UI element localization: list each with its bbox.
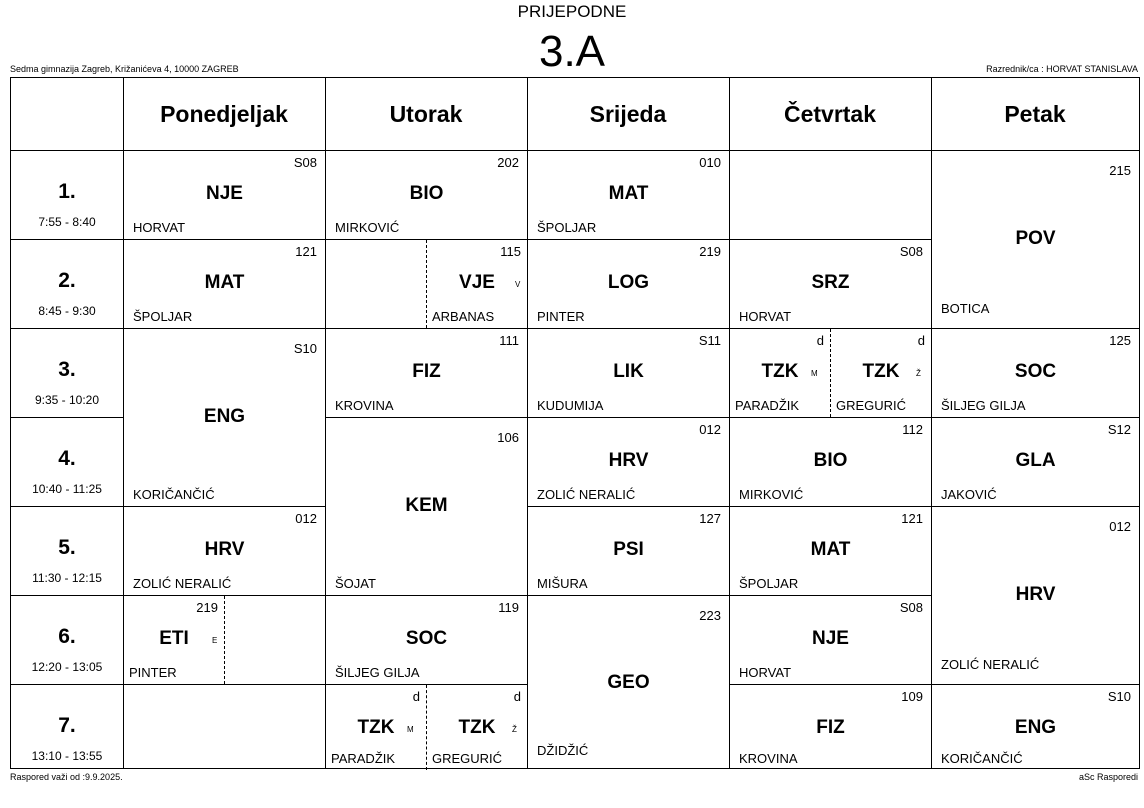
lesson-teacher: ŠOJAT: [335, 576, 376, 591]
period-time: 7:55 - 8:40: [38, 215, 96, 229]
lesson-cell: [528, 595, 729, 770]
lesson-teacher: HORVAT: [133, 220, 186, 235]
lesson-cell: [326, 417, 527, 595]
lesson-subject: POV: [1015, 228, 1056, 249]
lesson-subject: ETI: [159, 628, 189, 649]
lesson-cell: [528, 328, 729, 417]
lesson-subject: HRV: [608, 450, 649, 471]
lesson-subject: FIZ: [816, 717, 845, 738]
group-letter: Ž: [512, 725, 517, 734]
lesson-room: 121: [901, 511, 923, 526]
lesson-cell: [528, 150, 729, 239]
period-number: 5.: [58, 536, 76, 559]
lesson-room: 111: [499, 333, 519, 348]
class-teacher: Razrednik/ca : HORVAT STANISLAVA: [986, 64, 1138, 74]
shift-label: PRIJEPODNE: [517, 2, 627, 21]
lesson-room: 112: [902, 422, 923, 437]
row-divider: [11, 506, 123, 507]
valid-from-note: Raspored važi od :9.9.2025.: [10, 772, 123, 782]
lesson-teacher: MIRKOVIĆ: [739, 487, 804, 502]
lesson-room: S08: [293, 155, 317, 170]
lesson-cell: [730, 328, 931, 417]
lesson-subject: TZK: [458, 717, 496, 738]
row-divider: [11, 328, 123, 329]
lesson-room: d: [412, 689, 420, 704]
lesson-subject: HRV: [204, 539, 245, 560]
lesson-cell: [932, 684, 1139, 770]
period-number: 6.: [58, 625, 76, 648]
group-letter: V: [515, 280, 521, 289]
lesson-cell: [932, 506, 1139, 684]
lesson-group: [326, 685, 427, 770]
lesson-room: 115: [500, 244, 521, 259]
period-number: 3.: [58, 358, 76, 381]
period-time: 11:30 - 12:15: [32, 571, 102, 585]
lesson-room: d: [917, 333, 925, 348]
lesson-room: 106: [497, 430, 519, 445]
lesson-cell: [124, 328, 325, 506]
lesson-group: [427, 240, 527, 328]
lesson-teacher: KORIČANČIĆ: [133, 487, 215, 502]
lesson-subject: KEM: [405, 495, 448, 516]
lesson-teacher: ARBANAS: [432, 309, 495, 324]
lesson-teacher: ZOLIĆ NERALIĆ: [133, 576, 232, 591]
lesson-room: S12: [1107, 422, 1131, 437]
lesson-subject: MAT: [204, 272, 245, 293]
lesson-subject: PSI: [613, 539, 644, 560]
lesson-teacher: KROVINA: [739, 751, 798, 766]
row-divider: [11, 417, 123, 418]
day-header-monday: Ponedjeljak: [160, 101, 288, 127]
lesson-room: 125: [1109, 333, 1131, 348]
lesson-room: 127: [699, 511, 721, 526]
lesson-teacher: KUDUMIJA: [537, 398, 604, 413]
empty-cell: [124, 684, 325, 770]
lesson-room: 121: [295, 244, 317, 259]
lesson-cell: [124, 506, 325, 595]
lesson-subject: BIO: [409, 183, 444, 204]
period-time: 12:20 - 13:05: [31, 660, 103, 674]
period-number: 7.: [58, 714, 76, 737]
lesson-cell: [528, 417, 729, 506]
lesson-room: 219: [699, 244, 721, 259]
lesson-subject: HRV: [1015, 584, 1056, 605]
lesson-room: 012: [699, 422, 721, 437]
lesson-cell: [932, 328, 1139, 417]
lesson-subject: BIO: [813, 450, 848, 471]
class-title: 3.A: [538, 27, 606, 76]
period-time: 9:35 - 10:20: [34, 393, 100, 407]
lesson-cell: [326, 684, 527, 770]
lesson-subject: ENG: [1014, 717, 1057, 738]
row-divider: [11, 595, 123, 596]
period-time: 8:45 - 9:30: [38, 304, 96, 318]
lesson-subject: GEO: [607, 672, 650, 693]
lesson-teacher: PINTER: [537, 309, 585, 324]
lesson-room: 219: [196, 600, 218, 615]
lesson-teacher: BOTICA: [941, 301, 990, 316]
period-time: 13:10 - 13:55: [31, 749, 103, 763]
lesson-room: 215: [1109, 163, 1131, 178]
group-letter: M: [407, 725, 414, 734]
lesson-subject: VJE: [459, 272, 495, 293]
empty-cell: [730, 150, 931, 239]
lesson-teacher: GREGURIĆ: [836, 398, 907, 413]
lesson-room: 202: [497, 155, 519, 170]
lesson-cell: [730, 506, 931, 595]
period-number: 1.: [58, 180, 76, 203]
lesson-room: S08: [899, 600, 923, 615]
lesson-subject: LOG: [607, 272, 650, 293]
lesson-teacher: ZOLIĆ NERALIĆ: [941, 657, 1040, 672]
day-header-friday: Petak: [1004, 101, 1066, 127]
lesson-subject: SRZ: [811, 272, 850, 293]
lesson-teacher: KROVINA: [335, 398, 394, 413]
lesson-room: S08: [899, 244, 923, 259]
generator-credit: aSc Rasporedi: [1078, 772, 1138, 782]
lesson-cell: [730, 239, 931, 328]
lesson-subject: MAT: [608, 183, 649, 204]
lesson-subject: NJE: [812, 628, 849, 649]
period-number: 4.: [58, 447, 76, 470]
lesson-teacher: ZOLIĆ NERALIĆ: [537, 487, 636, 502]
lesson-room: d: [816, 333, 824, 348]
lesson-teacher: PINTER: [129, 665, 177, 680]
lesson-teacher: ŠILJEG GILJA: [335, 665, 420, 680]
lesson-teacher: HORVAT: [739, 309, 792, 324]
lesson-room: S11: [698, 333, 721, 348]
lesson-cell: [528, 506, 729, 595]
lesson-cell: [932, 150, 1139, 328]
lesson-subject: TZK: [761, 361, 799, 382]
lesson-subject: FIZ: [412, 361, 441, 382]
lesson-teacher: KORIČANČIĆ: [941, 751, 1023, 766]
lesson-subject: TZK: [862, 361, 900, 382]
lesson-teacher: MIRKOVIĆ: [335, 220, 400, 235]
lesson-teacher: ŠPOLJAR: [133, 309, 193, 324]
day-header-thursday: Četvrtak: [783, 101, 877, 127]
lesson-cell: [730, 417, 931, 506]
lesson-subject: ENG: [203, 406, 246, 427]
lesson-room: 109: [901, 689, 923, 704]
lesson-cell: [326, 239, 527, 328]
lesson-room: S10: [1107, 689, 1131, 704]
lesson-teacher: GREGURIĆ: [432, 751, 503, 766]
lesson-room: d: [513, 689, 521, 704]
period-number: 2.: [58, 269, 76, 292]
school-address: Sedma gimnazija Zagreb, Križanićeva 4, 10000 ZAGREB: [10, 64, 239, 74]
row-divider: [11, 239, 123, 240]
lesson-room: 223: [699, 608, 721, 623]
lesson-subject: GLA: [1015, 450, 1056, 471]
lesson-teacher: HORVAT: [739, 665, 792, 680]
lesson-teacher: PARADŽIK: [735, 398, 800, 413]
lesson-group-empty: [326, 240, 427, 328]
lesson-cell: [326, 328, 527, 417]
lesson-cell: [528, 239, 729, 328]
lesson-subject: LIK: [613, 361, 644, 382]
lesson-room: 012: [295, 511, 317, 526]
lesson-teacher: ŠPOLJAR: [739, 576, 799, 591]
lesson-cell: [124, 595, 325, 684]
row-divider: [11, 684, 123, 685]
lesson-cell: [932, 417, 1139, 506]
day-header-tuesday: Utorak: [389, 101, 463, 127]
timetable-grid: [10, 77, 1140, 769]
lesson-teacher: JAKOVIĆ: [941, 487, 997, 502]
lesson-teacher: MIŠURA: [537, 576, 588, 591]
group-letter: M: [811, 369, 818, 378]
lesson-teacher: PARADŽIK: [331, 751, 396, 766]
lesson-cell: [124, 150, 325, 239]
lesson-subject: SOC: [1014, 361, 1057, 382]
lesson-group: [124, 596, 225, 684]
lesson-group: [831, 329, 931, 417]
lesson-room: 010: [699, 155, 721, 170]
lesson-subject: TZK: [357, 717, 395, 738]
lesson-cell: [326, 150, 527, 239]
lesson-subject: MAT: [810, 539, 851, 560]
lesson-group: [730, 329, 831, 417]
row-divider: [11, 150, 123, 151]
lesson-room: S10: [293, 341, 317, 356]
period-time: 10:40 - 11:25: [32, 482, 102, 496]
lesson-room: 012: [1109, 519, 1131, 534]
day-header-wednesday: Srijeda: [589, 101, 667, 127]
lesson-cell: [124, 239, 325, 328]
lesson-room: 119: [498, 600, 519, 615]
lesson-cell: [326, 595, 527, 684]
lesson-teacher: DŽIDŽIĆ: [537, 743, 589, 758]
lesson-cell: [730, 684, 931, 770]
group-letter: Ž: [916, 369, 921, 378]
lesson-subject: NJE: [206, 183, 243, 204]
group-letter: E: [212, 636, 218, 645]
lesson-cell: [730, 595, 931, 684]
lesson-teacher: ŠILJEG GILJA: [941, 398, 1026, 413]
lesson-subject: SOC: [405, 628, 448, 649]
lesson-group: [427, 685, 527, 770]
lesson-teacher: ŠPOLJAR: [537, 220, 597, 235]
